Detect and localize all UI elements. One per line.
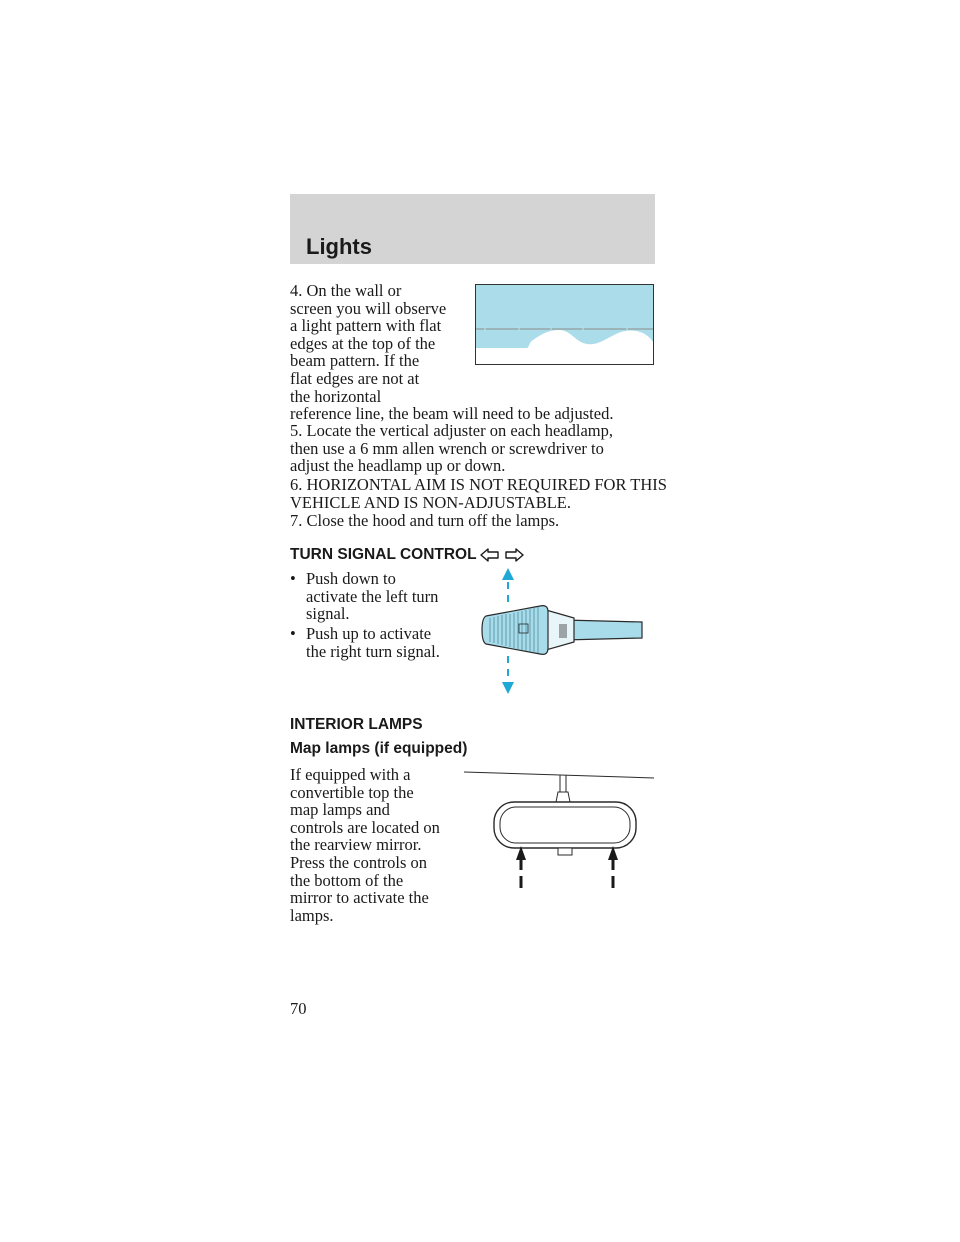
section-title: Lights [306,234,372,259]
rearview-mirror-figure [462,766,656,896]
map-lamps-subheading: Map lamps (if equipped) [290,740,468,757]
step-6-text: 6. HORIZONTAL AIM IS NOT REQUIRED FOR THIS VEHICLE AND IS NON-ADJUSTABLE. [290,475,667,512]
step-5-text: 5. Locate the vertical adjuster on each headlamp, then use a 6 mm allen wrench or screwdriver to adjust the headlamp up or down. [290,421,613,476]
beam-pattern-figure [475,284,655,366]
section-header-band [290,194,655,264]
step-7-text: 7. Close the hood and turn off the lamps. [290,511,560,530]
turn-signal-arrows-icon [479,547,525,563]
turn-signal-lever-figure [478,566,644,696]
page-number: 70 [290,999,307,1018]
map-lamps-text: If equipped with a convertible top the map lamps and controls are located on the rearview mirror. Press the controls on the bottom of the mirror to activate the lamps. [290,765,440,925]
step-4-text: 4. On the wall or screen you will observe a light pattern with flat edges at the top of the beam pattern. If the flat edges are not at the horizontal reference line, the beam will need to be adjusted. [290,281,614,424]
down-arrow-icon [502,682,514,694]
turn-signal-heading: TURN SIGNAL CONTROL [290,546,525,564]
interior-lamps-heading: INTERIOR LAMPS [290,716,423,733]
up-arrow-icon [502,568,514,580]
